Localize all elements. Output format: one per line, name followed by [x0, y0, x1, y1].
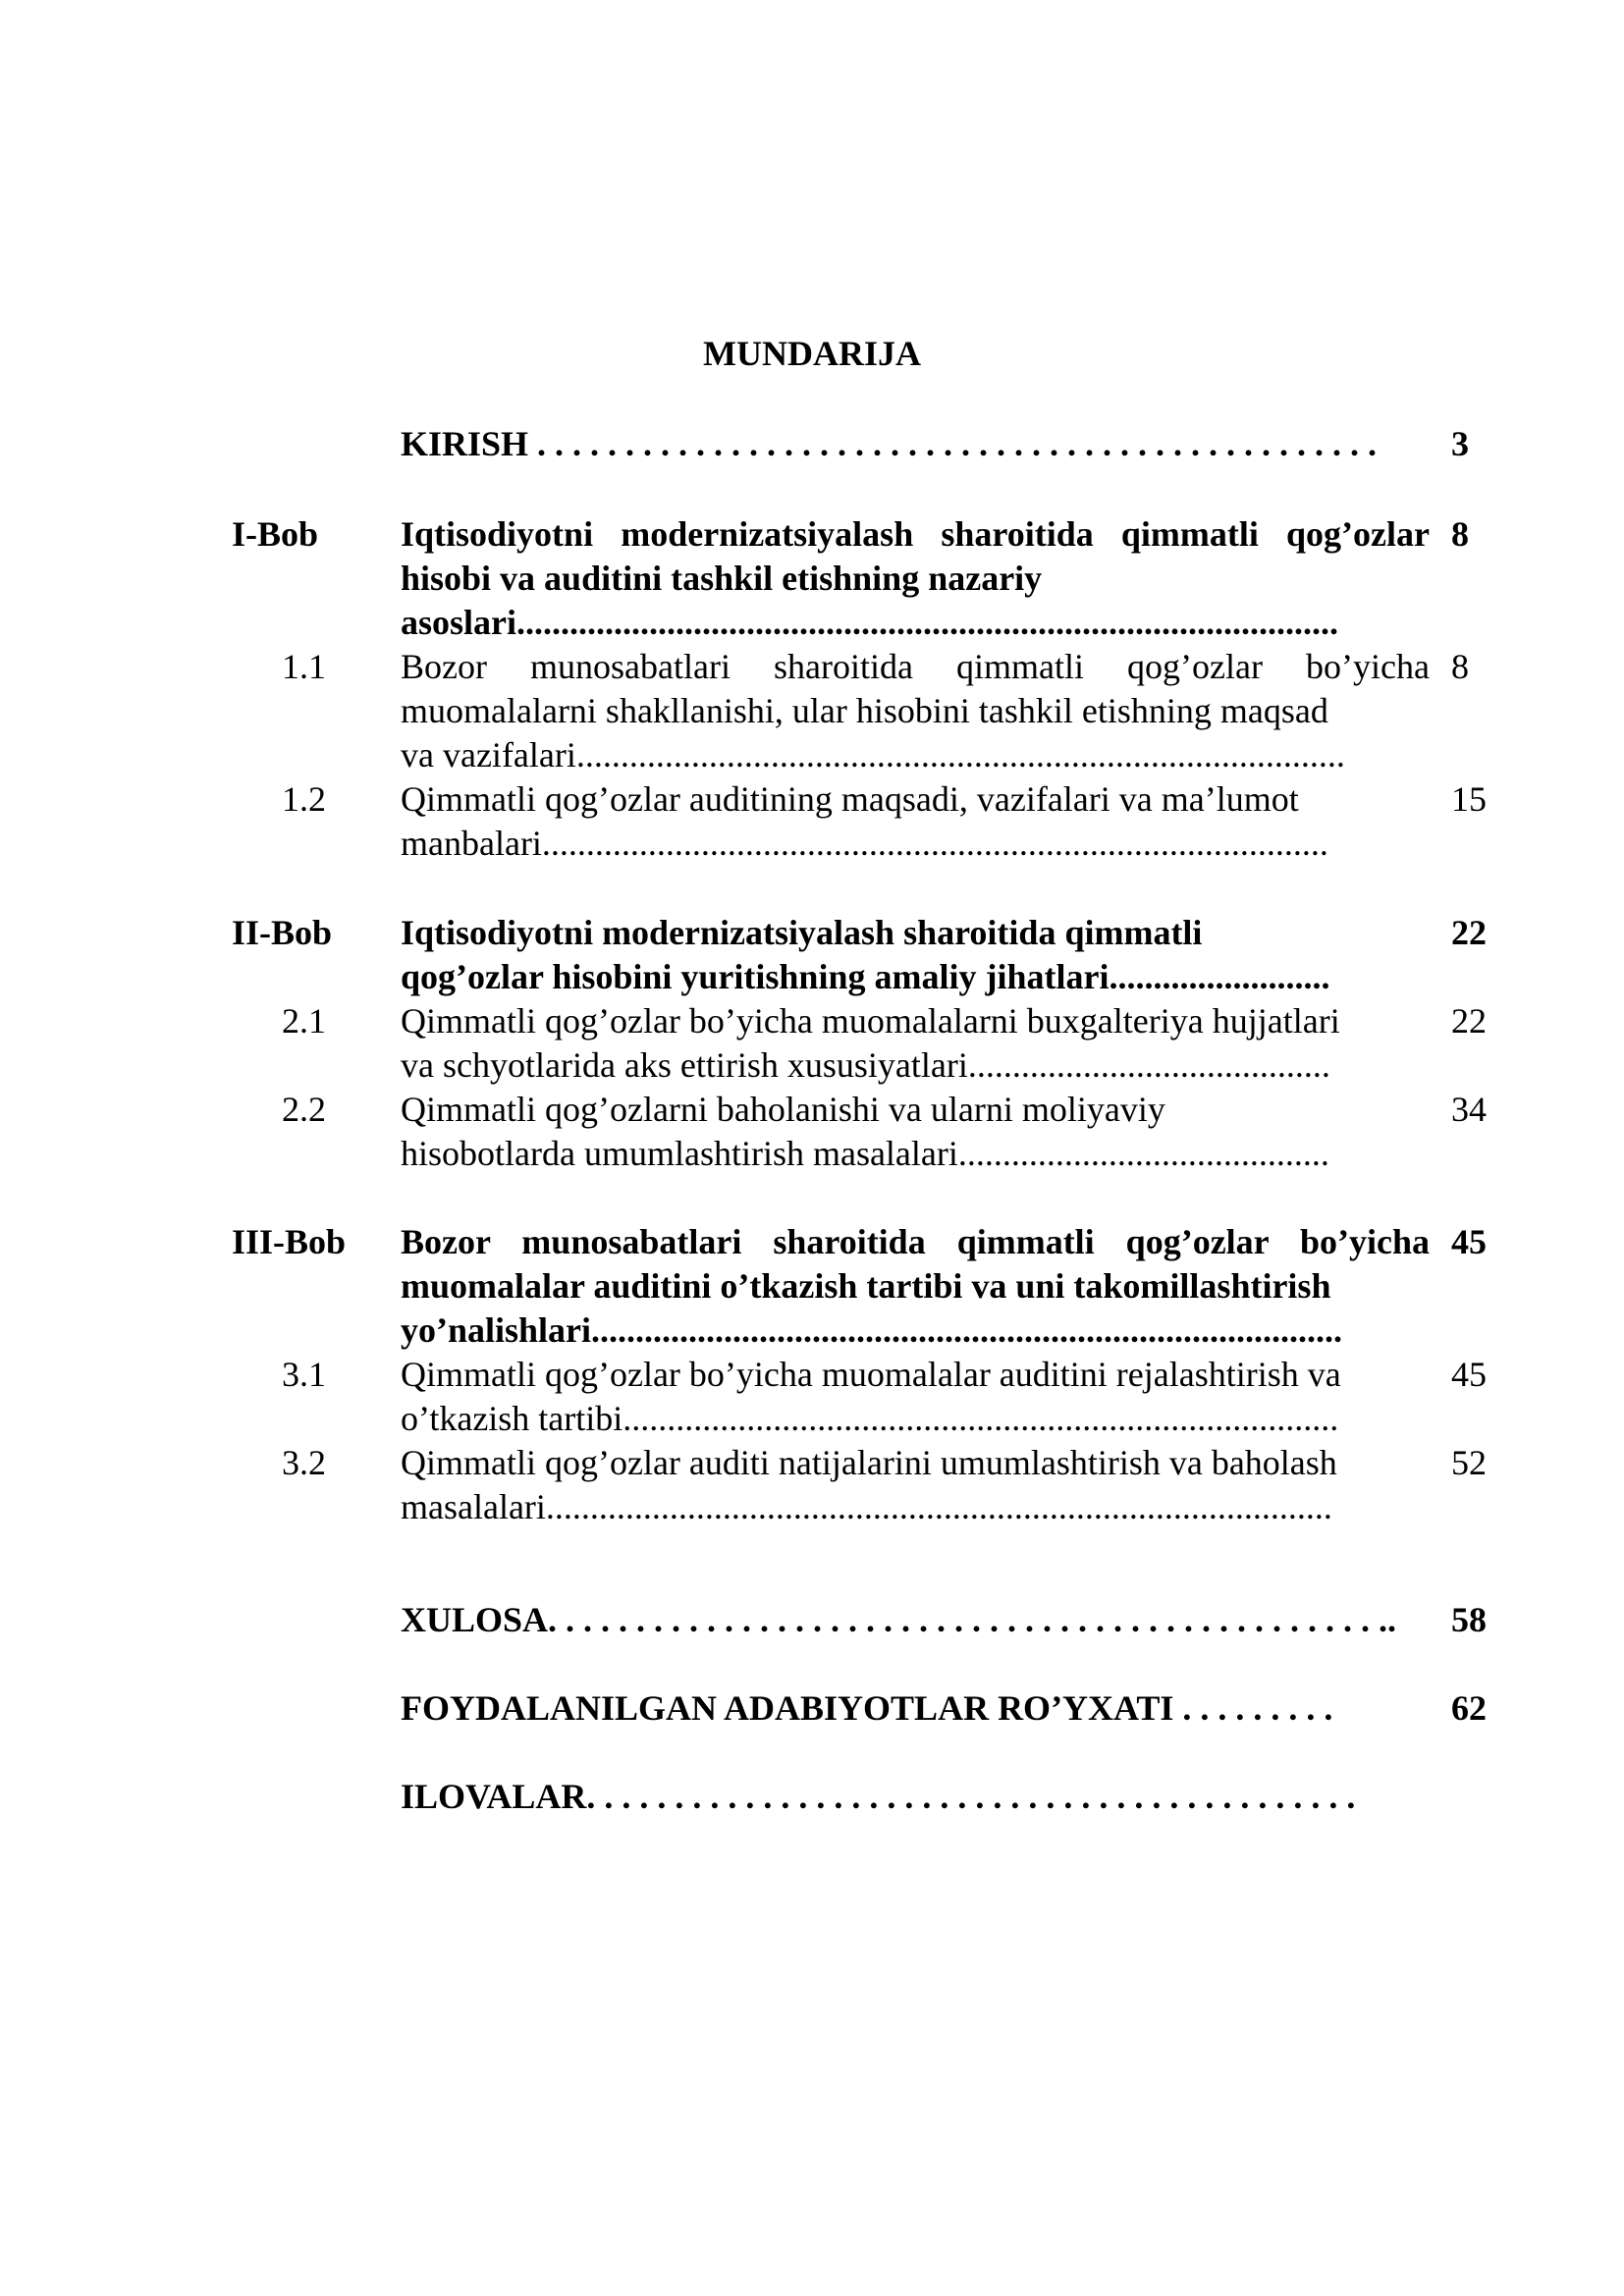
- toc-entry-text: ILOVALAR. . . . . . . . . . . . . . . . . . . . . . . . . . . . . . . . . . . . . . . . . . . .: [401, 1777, 1356, 1816]
- toc-entry-body: Qimmatli qog’ozlarni baholanishi va ularni moliyaviy: [401, 1090, 1165, 1129]
- toc-section-label: 1.2: [282, 779, 326, 819]
- toc-page-number: 45: [1451, 1355, 1487, 1394]
- toc-page-number: 45: [1451, 1222, 1487, 1261]
- toc-chapter-label: II-Bob: [232, 913, 333, 952]
- toc-entry-text: [401, 512, 1430, 645]
- toc-page-number: 22: [1451, 1001, 1487, 1041]
- toc-entry-text: [401, 1353, 1430, 1441]
- toc-entry-body: Bozor munosabatlari sharoitida qimmatli qog’ozlar bo’yicha muomalalarni shakllanishi, ular hisobini tashkil etishning maqsad: [401, 647, 1430, 730]
- toc-section-label: 3.2: [282, 1443, 326, 1482]
- toc-page-number: 34: [1451, 1090, 1487, 1129]
- toc-entry-text: [401, 911, 1430, 999]
- toc-entry-text: XULOSA. . . . . . . . . . . . . . . . . . . . . . . . . . . . . . . . . . . . . . . . . . . . . . . ..: [401, 1600, 1397, 1639]
- toc-page-number: 58: [1451, 1600, 1487, 1639]
- toc-entry-leader: manbalari.........................................................................................: [401, 824, 1328, 863]
- toc-chapter-label: I-Bob: [232, 514, 319, 554]
- toc-entry-body: Iqtisodiyotni modernizatsiyalash sharoitida qimmatli qog’ozlar hisobi va auditini tashkil etishning nazariy: [401, 514, 1430, 598]
- toc-entry-leader: asoslari.............................................................................................: [401, 603, 1339, 642]
- toc-entry-leader: va vazifalari.......................................................................................: [401, 735, 1345, 774]
- toc-page-number: 8: [1451, 514, 1469, 554]
- toc-entry-body: Iqtisodiyotni modernizatsiyalash sharoitida qimmatli: [401, 913, 1203, 952]
- toc-entry-text: [401, 999, 1430, 1088]
- toc-entry-leader: yo’nalishlari.....................................................................................: [401, 1310, 1343, 1350]
- toc-entry-text: [401, 1220, 1430, 1353]
- toc-section-label: 2.2: [282, 1090, 326, 1129]
- toc-entry-text: [401, 1088, 1430, 1176]
- toc-entry-leader: va schyotlarida aks ettirish xususiyatlari.........................................: [401, 1045, 1330, 1085]
- toc-section-label: 1.1: [282, 647, 326, 686]
- toc-page-number: 52: [1451, 1443, 1487, 1482]
- toc-entry-leader: qog’ozlar hisobini yuritishning amaliy jihatlari.........................: [401, 957, 1330, 996]
- toc-entry-body: Bozor munosabatlari sharoitida qimmatli qog’ozlar bo’yicha muomalalar auditini o’tkazish tartibi va uni takomillashtirish: [401, 1222, 1430, 1306]
- toc-entry-text: KIRISH . . . . . . . . . . . . . . . . . . . . . . . . . . . . . . . . . . . . . . . . . . . . . . . .: [401, 424, 1378, 463]
- page-title: MUNDARIJA: [703, 334, 921, 373]
- toc-entry-leader: masalalari.........................................................................................: [401, 1487, 1332, 1526]
- toc-page-number: 22: [1451, 913, 1487, 952]
- toc-entry-leader: hisobotlarda umumlashtirish masalalari..........................................: [401, 1134, 1329, 1173]
- toc-chapter-label: III-Bob: [232, 1222, 347, 1261]
- toc-entry-body: Qimmatli qog’ozlar auditining maqsadi, vazifalari va ma’lumot: [401, 779, 1299, 819]
- toc-entry-text: FOYDALANILGAN ADABIYOTLAR RO’YXATI . . . . . . . . .: [401, 1688, 1333, 1728]
- toc-entry-leader: o’tkazish tartibi.................................................................................: [401, 1399, 1339, 1438]
- toc-entry-body: Qimmatli qog’ozlar bo’yicha muomalalar auditini rejalashtirish va: [401, 1355, 1341, 1394]
- toc-entry-text: [401, 1441, 1430, 1529]
- toc-page-number: 15: [1451, 779, 1487, 819]
- toc-page-number: 3: [1451, 424, 1469, 463]
- toc-page-number: 8: [1451, 647, 1469, 686]
- toc-page-number: 62: [1451, 1688, 1487, 1728]
- toc-section-label: 3.1: [282, 1355, 326, 1394]
- toc-entry-text: [401, 645, 1430, 777]
- toc-entry-body: Qimmatli qog’ozlar bo’yicha muomalalarni buxgalteriya hujjatlari: [401, 1001, 1340, 1041]
- toc-section-label: 2.1: [282, 1001, 326, 1041]
- toc-entry-body: Qimmatli qog’ozlar auditi natijalarini umumlashtirish va baholash: [401, 1443, 1337, 1482]
- toc-entry-text: [401, 777, 1430, 866]
